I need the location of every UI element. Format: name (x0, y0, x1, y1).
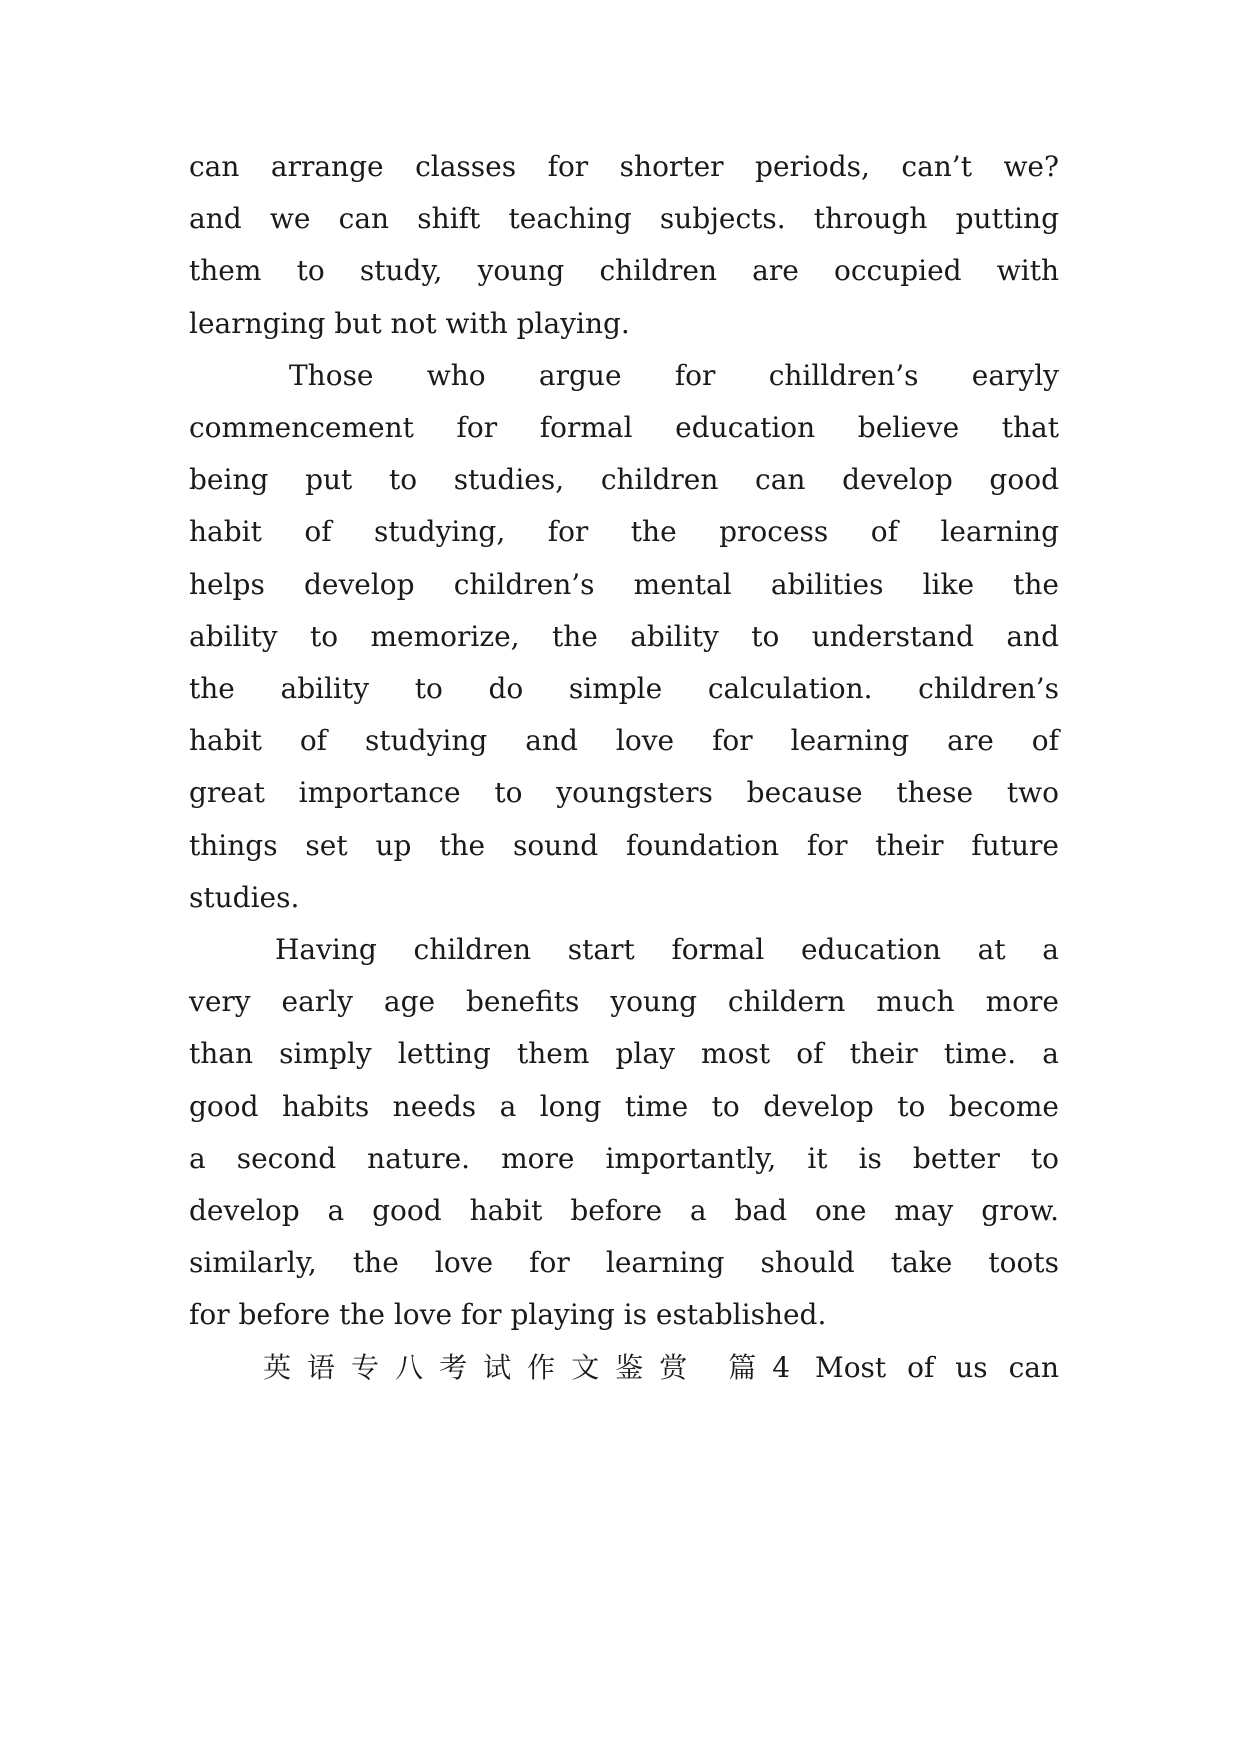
text-line: helps develop children’s mental abilities like the (189, 567, 1059, 601)
essay-heading-continuation: Most of us can (815, 1350, 1060, 1384)
text-line: habit of studying and love for learning are of (189, 724, 1059, 758)
text-line: ability to memorize, the ability to understand and (189, 619, 1059, 653)
text-line: for before the love for playing is established. (189, 1298, 827, 1332)
text-line: Having children start formal education at a (275, 933, 1059, 966)
text-line: develop a good habit before a bad one may grow. (189, 1194, 1059, 1227)
text-line: good habits needs a long time to develop to become (189, 1089, 1059, 1123)
text-line: things set up the sound foundation for their future (189, 828, 1059, 862)
text-line: Those who argue for chilldren’s earyly (289, 358, 1059, 392)
text-line: being put to studies, children can develop good (189, 463, 1059, 497)
essay-heading-line (263, 1348, 1059, 1388)
text-line: can arrange classes for shorter periods, can’t we? (189, 150, 1059, 183)
text-line: than simply letting them play most of their time. a (189, 1037, 1059, 1071)
text-line: studies. (189, 880, 300, 914)
text-line: similarly, the love for learning should take toots (189, 1246, 1059, 1280)
text-line: learnging but not with playing. (189, 306, 630, 340)
text-line: commencement for formal education believe that (189, 411, 1059, 444)
text-line: and we can shift teaching subjects. through putting (189, 202, 1059, 236)
text-line: very early age benefits young childern much more (189, 985, 1059, 1019)
text-line: great importance to youngsters because these two (189, 776, 1059, 810)
text-line: habit of studying, for the process of learning (189, 515, 1059, 549)
text-line: a second nature. more importantly, it is better to (189, 1141, 1059, 1175)
essay-heading-title: 英语专八考试作文鉴赏 篇4 (263, 1350, 795, 1384)
text-line: the ability to do simple calculation. children’s (189, 672, 1059, 705)
text-line: them to study, young children are occupied with (189, 254, 1059, 288)
